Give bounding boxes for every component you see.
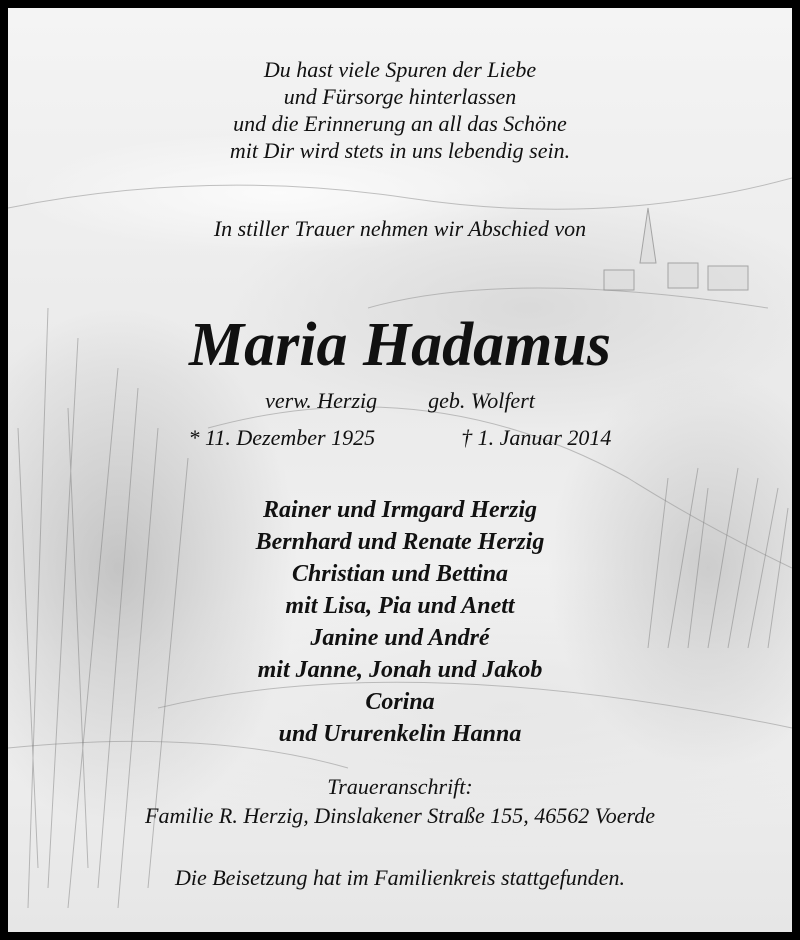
mourner-line: Christian und Bettina [291, 561, 509, 587]
mourning-address: Familie R. Herzig, Dinslakener Straße 155, 46562 Voerde [145, 803, 655, 828]
death-date: † 1. Januar 2014 [461, 425, 612, 450]
mourners-list [8, 494, 792, 750]
intro-text: In stiller Trauer nehmen wir Abschied von [213, 216, 587, 241]
funeral-note: Die Beisetzung hat im Familienkreis stattgefunden. [174, 865, 626, 890]
obituary-notice [8, 8, 792, 932]
poem-line: und Fürsorge hinterlassen [283, 84, 517, 109]
mourner-line: und Ururenkelin Hanna [278, 721, 522, 747]
poem-line: mit Dir wird stets in uns lebendig sein. [229, 138, 571, 163]
mourner-line: Rainer und Irmgard Herzig [262, 497, 538, 523]
birth-name: geb. Wolfert [428, 388, 535, 413]
poem-line: und die Erinnerung an all das Schöne [233, 111, 567, 136]
mourner-line: Janine und André [310, 625, 490, 651]
life-dates [8, 425, 792, 451]
poem [8, 56, 792, 164]
address-label: Traueranschrift: [327, 774, 473, 799]
mourner-line: mit Lisa, Pia und Anett [285, 593, 515, 619]
name-details [8, 388, 792, 414]
mourner-line: Corina [365, 689, 435, 715]
birth-date: * 11. Dezember 1925 [188, 425, 376, 450]
poem-line: Du hast viele Spuren der Liebe [263, 57, 537, 82]
widowed-name: verw. Herzig [265, 388, 378, 413]
mourner-line: mit Janne, Jonah und Jakob [257, 657, 543, 683]
mourner-line: Bernhard und Renate Herzig [255, 529, 545, 555]
deceased-name: Maria Hadamus [188, 311, 612, 379]
